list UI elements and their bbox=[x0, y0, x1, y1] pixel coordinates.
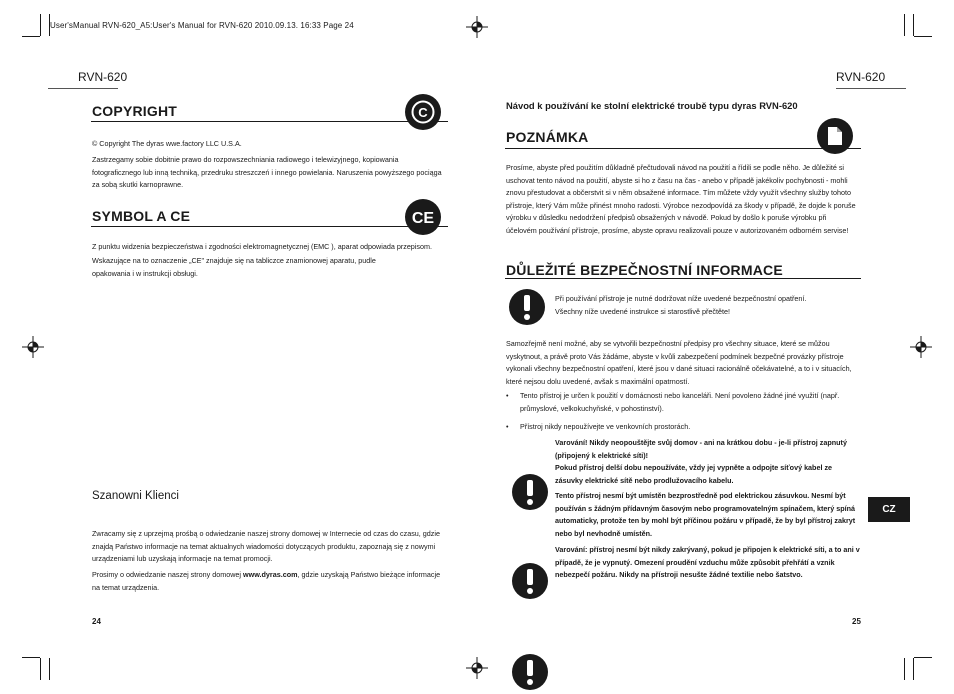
warning-icon bbox=[509, 289, 545, 325]
crop-mark bbox=[40, 14, 41, 36]
crop-mark bbox=[914, 36, 932, 37]
list-item: • Tento přístroj je určen k použití v domácnosti nebo kanceláři. Není povoleno žádné jiné využití (např. průmyslové, velkokuchyňské, v pohostinství). bbox=[506, 390, 858, 415]
crop-mark bbox=[913, 658, 914, 680]
manual-subtitle: Návod k používání ke stolní elektrické troubě typu dyras RVN-620 bbox=[506, 100, 798, 111]
ce-text-2: Wskazujące na to oznaczenie „CE" znajduje się na tabliczce znamionowej aparatu, pudle opakowania i w instrukcji obsługi. bbox=[92, 256, 376, 278]
safety-intro-line-2: Všechny níže uvedené instrukce si starostlivě přečtěte! bbox=[555, 306, 730, 316]
warning-icon bbox=[512, 654, 548, 690]
svg-text:CE: CE bbox=[411, 210, 435, 227]
crop-mark bbox=[904, 658, 905, 680]
document-icon bbox=[817, 118, 853, 154]
safety-intro-line-1: Při používání přístroje je nutné dodržovat níže uvedené bezpečnostní opatření. bbox=[555, 294, 807, 303]
warning-unplug: Pokud přístroj delší dobu nepoužíváte, vždy jej vypněte a odpojte síťový kabel ze zásuvky elektrické sítě nebo prodlužovacího kabelu. bbox=[555, 463, 833, 485]
section-rule bbox=[505, 278, 861, 279]
crop-mark bbox=[913, 14, 914, 36]
registration-mark-icon bbox=[466, 16, 488, 38]
section-title-ce: SYMBOL A CE bbox=[92, 208, 191, 224]
warning-text-1 bbox=[555, 437, 860, 487]
crop-mark bbox=[904, 14, 905, 36]
registration-mark-icon bbox=[910, 336, 932, 358]
section-title-copyright: COPYRIGHT bbox=[92, 103, 178, 119]
website-link[interactable]: www.dyras.com bbox=[243, 570, 298, 579]
section-title-safety: DŮLEŽITÉ BEZPEČNOSTNÍ INFORMACE bbox=[506, 262, 783, 278]
warning-text-3: Varování: přístroj nesmí být nikdy zakrývaný, pokud je připojen k elektrické síti, a to ani v případě, že je vypnutý. Omezení proudění vzduchu může způsobit přehřátí a vznik nebezpečí požáru. Nikdy na přístroji nesušte žádné textilie nebo šatstvo. bbox=[555, 545, 860, 580]
visit-text-post: , gdzie uzyskają Państwo bieżące informacje na temat urządzenia. bbox=[92, 570, 441, 592]
homepage-visit-text bbox=[92, 569, 448, 594]
crop-mark bbox=[49, 14, 50, 36]
greeting: Szanowni Klienci bbox=[92, 490, 179, 502]
copyright-owner: © Copyright The dyras wwe.factory LLC U.S.A. bbox=[92, 139, 242, 148]
copyright-text: Zastrzegamy sobie dobitnie prawo do rozpowszechniania radiowego i telewizyjnego, kopiowania fotograficznego lub inną techniką, przedruku streszczeń i innego powielania. Naruszenia powyższego pociąga za sobą skutki karnoprawne. bbox=[92, 155, 442, 190]
list-item: • Přístroj nikdy nepoužívejte ve venkovních prostorách. bbox=[506, 421, 858, 434]
ce-mark-icon bbox=[405, 199, 441, 235]
crop-mark bbox=[49, 658, 50, 680]
divider bbox=[48, 88, 118, 89]
warning-icon bbox=[512, 563, 548, 599]
print-slug: User'sManual RVN-620_A5:User's Manual for RVN-620 2010.09.13. 16:33 Page 24 bbox=[50, 21, 354, 30]
warning-text-2: Tento přístroj nesmí být umístěn bezprostředně pod elektrickou zásuvkou. Nesmí být používán s žádným přídavným časovým nebo programovatelným spínačem, který spíná automaticky, protože ten by mohl být příčinou požáru v případě, že by byl přístroj zakryt nebo byl nevhodně umístěn. bbox=[555, 491, 856, 538]
note-text: Prosíme, abyste před použitím důkladně přečtudovali návod na použití a řídili se podle něho. Je důležité si uschovat tento návod na použití, abyste si ho z času na čas - anebo v případě jakékoliv pochybnosti - mohli znovu přestudovat a občerstvit si v něm obsažené informace. Tím můžete vždy využít všechny služby tohoto přístroje, který Vám může přinést mnoho radosti. Výrobce nezodpovídá za škody v případě, že dojde k poruše výrobku v důsledku nedodržení předpisů obsažených v návodě. Pokud by došlo k poruše výrobku při účelovém používání přístroje, prosíme, abyste opravu realizovali pouze v autorizovaném odborném servise! bbox=[506, 163, 856, 235]
model-label: RVN-620 bbox=[78, 70, 128, 84]
safety-intro bbox=[555, 293, 855, 318]
language-tab-cz: CZ bbox=[868, 497, 910, 522]
model-label: RVN-620 bbox=[836, 70, 886, 84]
page-number-left: 24 bbox=[92, 617, 101, 626]
ce-text-1: Z punktu widzenia bezpieczeństwa i zgodności elektromagnetycznej (EMC ), aparat odpowiada przepisom. bbox=[92, 242, 432, 251]
svg-text:C: C bbox=[418, 105, 428, 120]
section-title-note: POZNÁMKA bbox=[506, 129, 589, 145]
copyright-icon bbox=[405, 94, 441, 130]
crop-mark bbox=[40, 658, 41, 680]
crop-mark bbox=[22, 657, 40, 658]
section-rule bbox=[91, 121, 448, 122]
page-number-right: 25 bbox=[852, 617, 861, 626]
warning-unattended: Varování! Nikdy neopouštějte svůj domov - ani na krátkou dobu - je-li přístroj zapnutý (připojený k elektrické síti)! bbox=[555, 438, 847, 460]
visit-text-pre: Prosimy o odwiedzanie naszej strony domowej bbox=[92, 570, 244, 579]
crop-mark bbox=[22, 36, 40, 37]
divider bbox=[836, 88, 906, 89]
section-rule bbox=[91, 226, 448, 227]
section-rule bbox=[505, 148, 861, 149]
registration-mark-icon bbox=[466, 657, 488, 679]
crop-mark bbox=[914, 657, 932, 658]
warning-icon bbox=[512, 474, 548, 510]
registration-mark-icon bbox=[22, 336, 44, 358]
homepage-text: Zwracamy się z uprzejmą prośbą o odwiedzanie naszej strony domowej w Internecie od czas do czasu, gdzie znajdą Państwo informacje na temat aktualnych wiadomości dotyczących produktu, zapoznają się z nowymi urządzeniami lub uzyskają informacje na temat promocji. bbox=[92, 529, 440, 564]
safety-bullet-list bbox=[506, 390, 858, 440]
safety-general-text: Samozřejmě není možné, aby se vytvořili bezpečnostní předpisy pro všechny situace, které se můžou vyskytnout, a právě proto Vás žádáme, abyste v kvůli zabezpečení podmínek bezpečné provázky přístroje vykonali všechny bezpečnostní opatření, které jsou v dané situaci racionálně očekávatelné, a to i v situacích, které nejsou dolu uvedené, avšak s maximální opatrností. bbox=[506, 339, 852, 386]
